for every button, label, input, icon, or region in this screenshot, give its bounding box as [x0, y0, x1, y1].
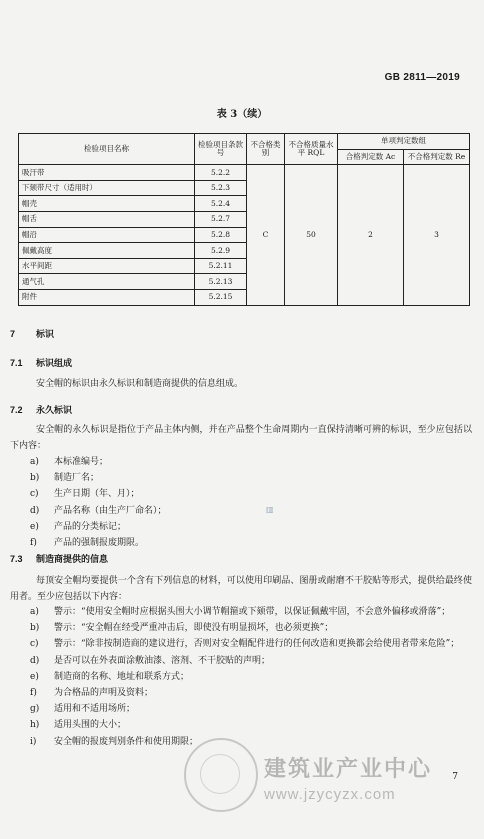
watermark-url: www.jzycyzx.com [264, 786, 396, 803]
list-marker: c) [30, 639, 39, 650]
scan-mark-icon: ▥ [266, 505, 274, 514]
row-clause: 5.2.3 [195, 180, 247, 196]
row-item-name: 吸汗带 [19, 165, 195, 181]
row-clause: 5.2.4 [195, 196, 247, 212]
row-item-name: 帽壳 [19, 196, 195, 212]
list-marker: h) [30, 720, 40, 731]
list-item [30, 503, 470, 519]
shared-rql: 50 [285, 165, 338, 305]
list-text: 警示：“除非按制造商的建议进行，否则对安全帽配件进行的任何改造和更换都会给使用者带来危险”； [54, 639, 460, 650]
list-marker: e) [30, 521, 39, 532]
row-item-name: 下颏带尺寸（适用时） [19, 180, 195, 196]
shared-re: 3 [404, 165, 470, 305]
list-item [30, 519, 470, 535]
header-accept: 合格判定数 Ac [338, 149, 404, 165]
header-reject: 不合格判定数 Re [404, 149, 470, 165]
shared-class: C [247, 165, 285, 305]
row-item-name: 通气孔 [19, 274, 195, 290]
manufacturer-info-list [30, 604, 470, 750]
section-number: 7.1 [10, 358, 23, 368]
permanent-mark-list [30, 454, 470, 551]
list-text: 是否可以在外表面涂敷油漆、溶剂、不干胶贴的声明； [54, 655, 271, 666]
list-marker: d) [30, 655, 40, 666]
list-text: 产品名称（由生产厂命名）； [54, 505, 167, 516]
header-judgement-group: 单项判定数组 [338, 134, 470, 150]
row-clause: 5.2.15 [195, 289, 247, 305]
row-item-name: 帽舌 [19, 211, 195, 227]
row-clause: 5.2.9 [195, 243, 247, 259]
list-marker: d) [30, 505, 40, 516]
section-7-3-body: 每顶安全帽均要提供一个含有下列信息的材料，可以使用印刷品、图册或耐磨不干胶贴等形式，提供给最终使用者。至少应包括以下内容： [10, 576, 472, 603]
header-clause: 检验项目条款号 [195, 134, 247, 165]
section-7-2-heading [10, 403, 72, 416]
row-item-name: 水平间距 [19, 258, 195, 274]
list-text: 生产日期（年、月）； [54, 489, 140, 500]
list-text: 产品的强制报废期限。 [54, 538, 145, 549]
list-item [30, 486, 470, 502]
list-item [30, 470, 470, 486]
row-item-name: 帽沿 [19, 227, 195, 243]
list-text: 适用头围的大小； [54, 720, 127, 731]
table-title: 表 3（续） [216, 109, 268, 120]
list-item [30, 717, 470, 733]
shared-ac: 2 [338, 165, 404, 305]
section-7-1-heading [10, 356, 72, 369]
list-marker: g) [30, 704, 40, 715]
row-item-name: 佩戴高度 [19, 243, 195, 259]
row-clause: 5.2.8 [195, 227, 247, 243]
list-item [30, 454, 470, 470]
standard-code: GB 2811—2019 [384, 72, 460, 83]
row-clause: 5.2.11 [195, 258, 247, 274]
list-marker: a) [30, 457, 39, 467]
list-text: 产品的分类标记； [54, 521, 127, 532]
watermark-seal-icon [184, 738, 258, 812]
inspection-table [18, 133, 470, 306]
list-item [30, 604, 470, 620]
list-text: 制造商的名称、地址和联系方式； [54, 671, 190, 682]
header-quality-level: 不合格质量水平 RQL [285, 134, 338, 165]
row-clause: 5.2.2 [195, 165, 247, 181]
page-number: 7 [452, 772, 458, 782]
list-marker: f) [30, 688, 37, 699]
list-marker: i) [30, 736, 37, 747]
list-item [30, 685, 470, 701]
section-7-1-body: 安全帽的标识由永久标识和制造商提供的信息组成。 [36, 379, 244, 389]
section-number: 7.2 [10, 405, 23, 415]
row-clause: 5.2.7 [195, 211, 247, 227]
section-title: 永久标识 [36, 405, 73, 415]
list-marker: a) [30, 607, 39, 617]
list-marker: e) [30, 671, 39, 682]
list-item [30, 701, 470, 717]
header-nonconf-class: 不合格类别 [247, 134, 285, 165]
section-7-3-heading [10, 552, 108, 565]
list-item [30, 636, 470, 652]
section-title: 制造商提供的信息 [36, 554, 109, 564]
section-7-heading [10, 327, 54, 340]
list-text: 适用和不适用场所； [54, 704, 136, 715]
watermark-name: 建筑业产业中心 [264, 757, 433, 782]
table-row [19, 165, 470, 181]
list-text: 为合格品的声明及资料； [54, 688, 154, 699]
section-number: 7 [10, 329, 16, 339]
list-text: 警示：“使用安全帽时应根据头围大小调节帽箍或下颏带，以保证佩戴牢固，不会意外偏移或滑落”； [54, 607, 451, 617]
list-item [30, 734, 470, 750]
row-clause: 5.2.13 [195, 274, 247, 290]
list-marker: f) [30, 538, 37, 549]
list-text: 制造厂名； [54, 473, 100, 484]
section-7-2-body: 安全帽的永久标识是指位于产品主体内侧，并在产品整个生命周期内一直保持清晰可辨的标识，至少应包括以下内容： [10, 425, 472, 452]
list-text: 安全帽的报废判别条件和使用期限； [54, 736, 199, 747]
section-number: 7.3 [10, 554, 23, 564]
list-item [30, 535, 470, 551]
header-item-name: 检验项目名称 [19, 134, 195, 165]
list-item [30, 669, 470, 685]
list-text: 本标准编号； [54, 457, 109, 467]
list-text: 警示：“安全帽在经受严重冲击后，即使没有明显损坏，也必须更换”； [54, 623, 334, 634]
list-marker: c) [30, 489, 39, 500]
section-title: 标识 [36, 329, 55, 339]
section-title: 标识组成 [36, 358, 73, 368]
list-item [30, 653, 470, 669]
row-item-name: 附件 [19, 289, 195, 305]
list-marker: b) [30, 623, 40, 634]
list-marker: b) [30, 473, 40, 484]
list-item [30, 620, 470, 636]
